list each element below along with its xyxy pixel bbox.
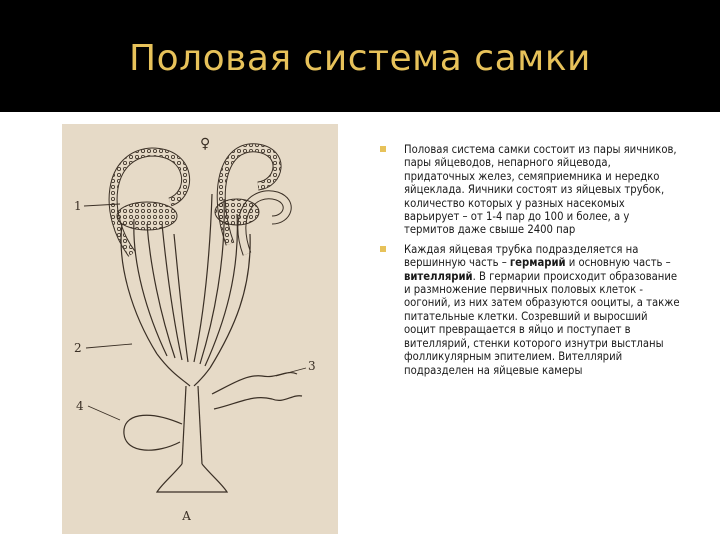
bullet-item	[380, 243, 680, 377]
ovary-illustration	[62, 124, 338, 534]
figure-label-3: 3	[308, 359, 316, 373]
figure-label-2: 2	[74, 341, 82, 355]
bullet-square-icon	[380, 246, 386, 252]
term-germarium: гермарий	[509, 256, 566, 270]
bullet-item	[380, 143, 680, 237]
bullet-list	[380, 143, 680, 383]
term-vitellarium: вителлярий	[404, 269, 473, 283]
bullet-text-2c: . В гермарии происходит образование и размножение первичных половых клеток - оогоний, из них затем образуются ооциты, а также питательные клетки. Созревший и выросший ооцит превращается в яйцо и поступает в вителлярий, стенки которого изнутри выстланы фолликулярным эпителием. Вителлярий подразделен на яйцевые камеры	[404, 269, 680, 377]
ovary-drawing	[62, 124, 338, 534]
bullet-text-2b: и основную часть –	[565, 256, 671, 270]
figure-label-1: 1	[74, 199, 82, 213]
figure-label-4: 4	[76, 399, 84, 413]
female-symbol: ♀	[200, 136, 211, 152]
slide-title: Половая система самки	[129, 38, 591, 79]
bullet-square-icon	[380, 146, 386, 152]
figure-caption-letter: А	[182, 509, 192, 523]
bullet-text-2a: Каждая яйцевая трубка подразделяется на вершинную часть –	[404, 242, 639, 270]
bullet-text-1: Половая система самки состоит из пары яичников, пары яйцеводов, непарного яйцевода, придаточных желез, семяприемника и нередко яйцеклада. Яичники состоят из яйцевых трубок, количество которых у разных насекомых варьирует – от 1-4 пар до 100 и более, а у термитов даже свыше 2400 пар	[404, 143, 677, 237]
